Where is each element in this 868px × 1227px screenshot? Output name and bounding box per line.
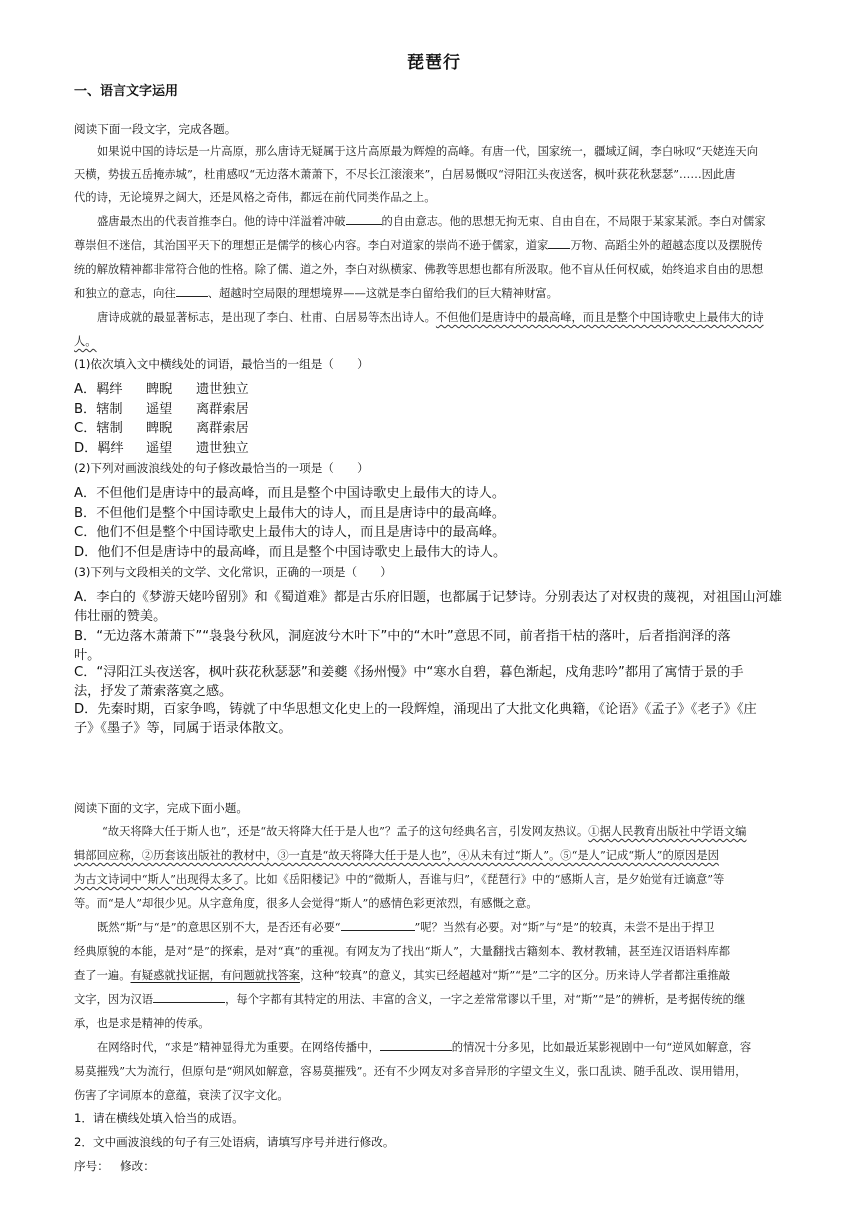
text: ，这种“较真”的意义，其实已经超越对“斯”“是”二字的区分。历来诗人学者都注重推敲: [299, 969, 731, 982]
question-1-option-c: [74, 417, 249, 436]
answer-label-number: 序号：: [74, 1159, 109, 1173]
passage2-p1-line1: [102, 823, 746, 839]
wavy-underlined-text: ①据人民教育出版社中学语文编: [588, 825, 747, 838]
option-word: 睥睨: [146, 382, 173, 397]
wavy-underlined-text: 辑部回应称，②历套该出版社的教材中，③一直是“故天将降大任于是人也”，④从未有过“斯人”。⑤“是人”记成“斯人”的原因是因: [74, 849, 719, 862]
passage2-p3-line3: 伤害了字词原本的意蕴，衰渎了汉字文化。: [74, 1089, 289, 1102]
passage1-p3-line2: [74, 333, 97, 349]
text: “故天将降大任于斯人也”，还是“故天将降大任于是人也”？孟子的这句经典名言，引发网友热议。: [102, 825, 589, 838]
question-2-option-c: C．他们不但是整个中国诗歌史上最伟大的诗人，而且是唐诗中的最高峰。: [74, 525, 506, 540]
text: 、超越时空局限的理想境界——这就是李白留给我们的巨大精神财富。: [207, 287, 558, 300]
text: 和独立的意志，向往: [74, 287, 176, 300]
text: 文字，因为汉语: [74, 993, 154, 1006]
question-3-option-a-line1: A．李白的《梦游天姥吟留别》和《蜀道难》都是古乐府旧题，也都属于记梦诗。分别表达了对权贵的蔑视，对祖国山河雄: [74, 590, 782, 605]
passage2-intro: 阅读下面的文字，完成下面小题。: [74, 801, 248, 815]
text: 唐诗成就的最显著标志，是出现了李白、杜甫、白居易等杰出诗人。: [97, 311, 436, 324]
text: ”呢？当然有必要。对“斯”与“是”的较真，未尝不是出于捍卫: [414, 921, 715, 934]
option-word: 睥睨: [146, 421, 173, 436]
text: 的情况十分多见，比如最近某影视剧中一句“逆风如解意，容: [451, 1041, 752, 1054]
passage1-p1-line1: 如果说中国的诗坛是一片高原，那么唐诗无疑属于这片高原最为辉煌的高峰。有唐一代，国家统一，疆域辽阔，李白咏叹“天姥连天向: [97, 145, 759, 158]
option-word: 遗世独立: [196, 441, 249, 456]
passage2-p3-line2: 易莫摧残”大为流行，但原句是“朔风如解意，容易莫摧残”。还有不少网友对多音异形的字望文生义，张口乱读、随手乱改、误用错用，: [74, 1065, 747, 1078]
passage2-p2-line2: 经典原貌的本能，是对“是”的探索，是对“真”的重视。有网友为了找出“斯人”，大量翻找古籍刻本、教材教辅，甚至连汉语语料库都: [74, 945, 730, 958]
passage1-p1-line3: 代的诗，无论境界之阔大，还是风格之奇伟，都远在前代同类作品之上。: [74, 191, 436, 204]
option-word: 离群索居: [196, 402, 249, 417]
fill-blank-4: [341, 919, 415, 931]
passage1-p1-line2: 天横，势拔五岳掩赤城”，杜甫感叹“无边落木萧萧下，不尽长江滚滚来”，白居易慨叹“浔阳江头夜送客，枫叶荻花秋瑟瑟”……因此唐: [74, 168, 736, 181]
passage2-p2-line4: [74, 991, 745, 1007]
question-3-stem: (3)下列与文段相关的文学、文化常识，正确的一项是（ ）: [74, 565, 392, 579]
question-1-option-b: [74, 398, 249, 417]
question-1-option-a: [74, 378, 249, 397]
passage1-p2-line2: [74, 237, 763, 253]
wavy-underlined-text: 为古文诗词中“斯人”出现得太多了: [74, 873, 244, 886]
option-word: B．辖制: [74, 402, 123, 417]
text: 尊崇但不迷信，其治国平天下的理想正是儒学的核心内容。李白对道家的崇尚不逊于儒家，道家: [74, 239, 549, 252]
option-word: 遗世独立: [196, 382, 249, 397]
question-3-option-c-line1: C．“浔阳江头夜送客，枫叶荻花秋瑟瑟”和姜夔《扬州慢》中“寒水自碧，暮色渐起，戍角悲吟”都用了寓情于景的手: [74, 665, 744, 680]
question-1-option-d: [74, 437, 249, 456]
question-2-option-a: A．不但他们是唐诗中的最高峰，而且是整个中国诗歌史上最伟大的诗人。: [74, 486, 506, 501]
fill-blank-5: [153, 991, 225, 1003]
passage2-question-2: 2．文中画波浪线的句子有三处语病，请填写序号并进行修改。: [74, 1135, 395, 1149]
passage2-question-1: 1．请在横线处填入恰当的成语。: [74, 1111, 244, 1125]
passage2-p2-line1: [97, 919, 715, 935]
text: 的自由意志。他的思想无拘无束、自由自在，不局限于某家某派。李白对儒家: [381, 215, 766, 228]
fill-blank-6: [380, 1039, 452, 1051]
question-2-option-b: B．不但他们是整个中国诗歌史上最伟大的诗人，而且是唐诗中的最高峰。: [74, 506, 506, 521]
passage1-p3-line1: [97, 309, 764, 325]
text: 万物、高蹈尘外的超越态度以及摆脱传: [570, 239, 763, 252]
text: 。比如《岳阳楼记》中的“微斯人，吾谁与归”，《琵琶行》中的“感斯人言，是夕始觉有迁谪意”等: [243, 873, 725, 886]
question-3-option-a-line2: 伟壮丽的赞美。: [74, 609, 167, 624]
question-3-option-b-line2: 叶。: [74, 648, 101, 663]
answer-label-fix: 修改：: [120, 1159, 155, 1173]
option-word: 离群索居: [196, 421, 249, 436]
wavy-underlined-sentence-end: 人。: [74, 335, 97, 348]
text: 在网络时代，“求是”精神显得尤为重要。在网络传播中，: [97, 1041, 380, 1054]
passage2-p1-line4: 等。而“是人”却很少见。从字意角度，很多人会觉得“斯人”的感情色彩更浓烈，有感慨之意。: [74, 897, 538, 910]
passage2-p1-line2: [74, 847, 719, 863]
text: ，每个字都有其特定的用法、丰富的含义，一字之差常常谬以千里，对“斯”“是”的辨析，是考据传统的继: [225, 993, 746, 1006]
text: 既然“斯”与“是”的意思区别不大，是否还有必要“: [97, 921, 341, 934]
question-3-option-d-line2: 子》《墨子》等，同属于语录体散文。: [74, 721, 292, 736]
option-word: C．辖制: [74, 421, 123, 436]
option-word: 遥望: [146, 402, 173, 417]
passage1-intro: 阅读下面一段文字，完成各题。: [74, 122, 237, 136]
question-2-option-d: D．他们不但是唐诗中的最高峰，而且是整个中国诗歌史上最伟大的诗人。: [74, 545, 507, 560]
question-3-option-b-line1: B．“无边落木萧萧下”“袅袅兮秋风，洞庭波兮木叶下”中的“木叶”意思不同，前者指干枯的落叶，后者指润泽的落: [74, 629, 731, 644]
fill-blank-3: [176, 285, 208, 297]
option-word: D．羁绊: [74, 441, 124, 456]
question-3-option-c-line2: 法，抒发了萧索落寞之感。: [74, 684, 233, 699]
question-3-option-d-line1: D．先秦时期，百家争鸣，铸就了中华思想文化史上的一段辉煌，涌现出了大批文化典籍，《论语》《孟子》《老子》《庄: [74, 702, 757, 717]
passage2-p3-line1: [97, 1039, 751, 1055]
option-word: 遥望: [146, 441, 173, 456]
fill-blank-2: [548, 237, 570, 249]
answer-labels: [74, 1158, 155, 1174]
passage2-p1-line3: [74, 871, 724, 887]
text: 盛唐最杰出的代表首推李白。他的诗中洋溢着冲破: [97, 215, 346, 228]
passage1-p2-line1: [97, 213, 766, 229]
section-heading: 一、语言文字运用: [74, 84, 179, 99]
passage1-p2-line4: [74, 285, 558, 301]
page-title: 琵琶行: [407, 53, 461, 73]
passage2-p2-line3: [74, 967, 730, 983]
passage2-p2-line5: 承，也是求是精神的传承。: [74, 1017, 210, 1030]
wavy-underlined-sentence: 不但他们是唐诗中的最高峰，而且是整个中国诗歌史上最伟大的诗: [435, 311, 764, 324]
fill-blank-1: [346, 213, 382, 225]
text: 查了一遍。: [74, 969, 131, 982]
option-word: A．羁绊: [74, 382, 123, 397]
question-2-stem: (2)下列对画波浪线处的句子修改最恰当的一项是（ ）: [74, 461, 369, 475]
passage1-p2-line3: 统的解放精神都非常符合他的性格。除了儒、道之外，李白对纵横家、佛教等思想也都有所汲取。他不盲从任何权威，始终追求自由的思想: [74, 263, 764, 276]
underlined-text: 有疑惑就找证据，有问题就找答案: [130, 969, 300, 982]
question-1-stem: (1)依次填入文中横线处的词语，最恰当的一组是（ ）: [74, 357, 369, 371]
